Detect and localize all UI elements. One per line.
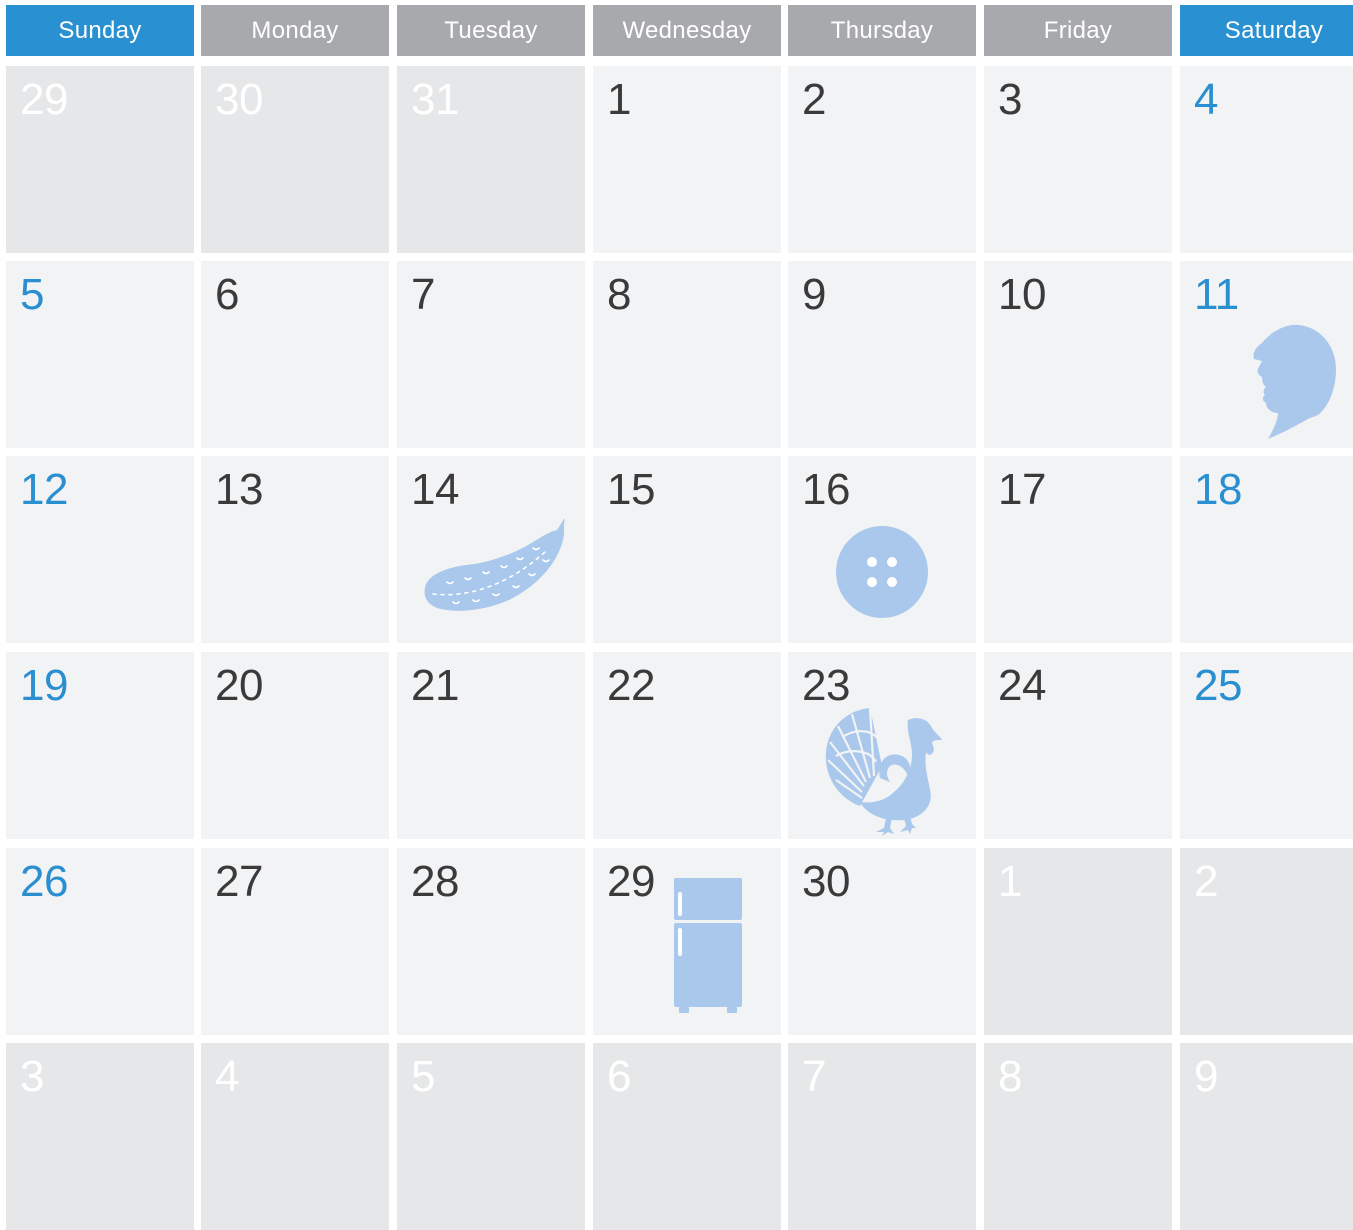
adjacent-month-day-cell[interactable]	[984, 848, 1172, 1035]
day-number: 27	[215, 857, 263, 906]
day-cell[interactable]	[397, 456, 585, 643]
adjacent-month-day-cell[interactable]	[201, 66, 389, 253]
refrigerator-icon	[673, 878, 743, 1019]
day-cell[interactable]	[984, 456, 1172, 643]
day-cell[interactable]	[1180, 652, 1353, 839]
day-number: 8	[607, 270, 631, 319]
day-number: 24	[998, 661, 1046, 710]
day-number: 1	[998, 857, 1022, 906]
adjacent-month-day-cell[interactable]	[397, 1043, 585, 1230]
day-cell[interactable]	[984, 66, 1172, 253]
day-number: 13	[215, 465, 263, 514]
day-cell[interactable]	[984, 652, 1172, 839]
day-number: 4	[215, 1052, 239, 1101]
day-number: 25	[1194, 661, 1242, 710]
day-cell[interactable]	[1180, 456, 1353, 643]
day-cell[interactable]	[397, 261, 585, 448]
day-number: 1	[607, 75, 631, 124]
day-number: 16	[802, 465, 850, 514]
weekday-header-friday: Friday	[984, 5, 1172, 56]
day-cell[interactable]	[984, 261, 1172, 448]
day-cell[interactable]	[788, 261, 976, 448]
adjacent-month-day-cell[interactable]	[1180, 848, 1353, 1035]
adjacent-month-day-cell[interactable]	[593, 1043, 781, 1230]
weekday-header-sunday: Sunday	[6, 5, 194, 56]
day-number: 6	[215, 270, 239, 319]
day-number: 18	[1194, 465, 1242, 514]
day-cell[interactable]	[593, 652, 781, 839]
day-number: 14	[411, 465, 459, 514]
soldier-silhouette-icon	[1232, 309, 1342, 444]
weekday-header-tuesday: Tuesday	[397, 5, 585, 56]
day-number: 10	[998, 270, 1046, 319]
day-number: 23	[802, 661, 850, 710]
day-cell[interactable]	[397, 652, 585, 839]
day-cell[interactable]	[788, 66, 976, 253]
day-number: 6	[607, 1052, 631, 1101]
day-number: 4	[1194, 75, 1218, 124]
day-cell[interactable]	[201, 848, 389, 1035]
day-cell[interactable]	[593, 848, 781, 1035]
day-number: 30	[215, 75, 263, 124]
adjacent-month-day-cell[interactable]	[397, 66, 585, 253]
weekday-header-saturday: Saturday	[1180, 5, 1353, 56]
day-number: 3	[20, 1052, 44, 1101]
day-number: 12	[20, 465, 68, 514]
day-cell[interactable]	[788, 456, 976, 643]
day-cell[interactable]	[1180, 261, 1353, 448]
day-cell[interactable]	[6, 456, 194, 643]
day-number: 15	[607, 465, 655, 514]
day-number: 19	[20, 661, 68, 710]
weekday-header-monday: Monday	[201, 5, 389, 56]
day-number: 7	[802, 1052, 826, 1101]
day-number: 29	[607, 857, 655, 906]
day-number: 28	[411, 857, 459, 906]
day-cell[interactable]	[201, 652, 389, 839]
day-number: 9	[802, 270, 826, 319]
adjacent-month-day-cell[interactable]	[984, 1043, 1172, 1230]
day-number: 31	[411, 75, 459, 124]
day-number: 17	[998, 465, 1046, 514]
day-number: 9	[1194, 1052, 1218, 1101]
adjacent-month-day-cell[interactable]	[6, 1043, 194, 1230]
turkey-icon	[824, 706, 944, 839]
day-cell[interactable]	[593, 66, 781, 253]
weekday-header-wednesday: Wednesday	[593, 5, 781, 56]
button-icon	[834, 524, 930, 625]
adjacent-month-day-cell[interactable]	[788, 1043, 976, 1230]
weekday-header-thursday: Thursday	[788, 5, 976, 56]
day-number: 11	[1194, 270, 1239, 319]
day-number: 3	[998, 75, 1022, 124]
day-cell[interactable]	[788, 848, 976, 1035]
day-number: 29	[20, 75, 68, 124]
day-number: 26	[20, 857, 68, 906]
adjacent-month-day-cell[interactable]	[1180, 1043, 1353, 1230]
pickle-icon	[417, 516, 567, 621]
day-number: 5	[411, 1052, 435, 1101]
day-cell[interactable]	[6, 261, 194, 448]
day-number: 2	[802, 75, 826, 124]
day-number: 22	[607, 661, 655, 710]
day-number: 8	[998, 1052, 1022, 1101]
day-cell[interactable]	[6, 652, 194, 839]
day-cell[interactable]	[397, 848, 585, 1035]
day-number: 5	[20, 270, 44, 319]
day-cell[interactable]	[593, 456, 781, 643]
adjacent-month-day-cell[interactable]	[6, 66, 194, 253]
day-cell[interactable]	[1180, 66, 1353, 253]
day-cell[interactable]	[201, 456, 389, 643]
day-cell[interactable]	[788, 652, 976, 839]
day-number: 7	[411, 270, 435, 319]
day-cell[interactable]	[201, 261, 389, 448]
day-number: 30	[802, 857, 850, 906]
day-cell[interactable]	[593, 261, 781, 448]
day-number: 2	[1194, 857, 1218, 906]
day-cell[interactable]	[6, 848, 194, 1035]
adjacent-month-day-cell[interactable]	[201, 1043, 389, 1230]
day-number: 20	[215, 661, 263, 710]
day-number: 21	[411, 661, 459, 710]
